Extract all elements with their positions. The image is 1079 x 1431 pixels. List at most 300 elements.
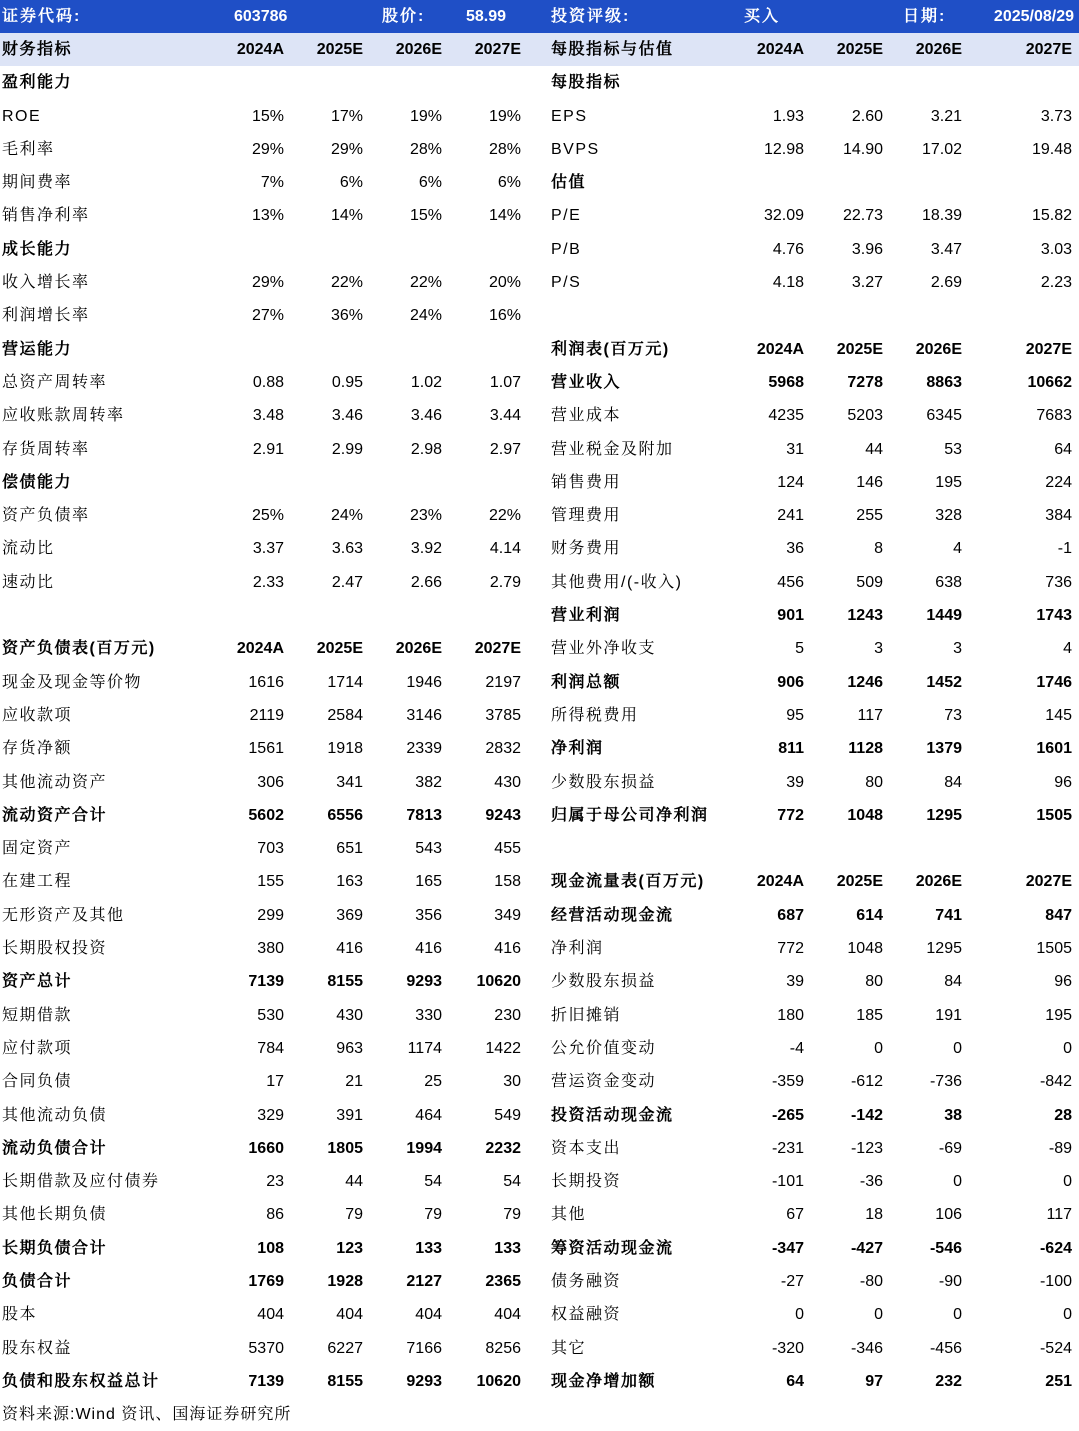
left-value-2024a: 108: [257, 1239, 284, 1257]
right-value-2026e: 328: [935, 507, 962, 525]
left-value-2026e: 1.02: [410, 373, 442, 391]
left-value-2024a: 1616: [248, 673, 284, 691]
left-label: ROE: [2, 107, 42, 125]
table-row: [0, 599, 1079, 632]
left-label: 资产负债表(百万元): [2, 640, 156, 658]
table-row: [0, 532, 1079, 565]
right-value-2024a: 772: [777, 806, 804, 824]
right-value-2027e: -842: [1039, 1073, 1072, 1091]
table-row: [0, 1298, 1079, 1331]
right-value-2026e: 191: [935, 1006, 962, 1024]
right-value-2024a: 64: [786, 1372, 804, 1390]
left-value-2026e: 1174: [407, 1039, 442, 1057]
right-value-2025e: 509: [856, 573, 883, 591]
table-row: [0, 1198, 1079, 1231]
left-value-2025e: 2025E: [316, 640, 363, 658]
left-label: 其他长期负债: [2, 1206, 108, 1224]
right-label: 销售费用: [551, 473, 622, 491]
report-date-value: 2025/08/29: [993, 8, 1074, 25]
table-row: [0, 566, 1079, 599]
right-value-2024a: 772: [777, 940, 804, 958]
right-value-2024a: 2024A: [756, 41, 804, 58]
left-value-2024a: 2024A: [236, 640, 284, 658]
right-value-2024a: 687: [777, 906, 804, 924]
left-label: 流动负债合计: [2, 1139, 108, 1157]
right-label: BVPS: [551, 140, 600, 158]
right-label: 筹资活动现金流: [551, 1239, 674, 1257]
data-source-note: 资料来源:Wind 资讯、国海证券研究所: [2, 1406, 292, 1423]
left-value-2027e: 1422: [485, 1039, 521, 1057]
right-label: 其它: [551, 1339, 587, 1357]
left-value-2025e: 79: [345, 1206, 363, 1224]
right-label: 营业收入: [551, 373, 622, 391]
right-value-2024a: 31: [786, 440, 804, 458]
left-label: 财务指标: [2, 41, 73, 58]
left-value-2025e: 3.63: [331, 540, 363, 558]
right-value-2025e: 5203: [847, 407, 883, 425]
right-value-2025e: 185: [856, 1006, 883, 1024]
table-row: [0, 499, 1079, 532]
table-row: [0, 899, 1079, 932]
right-value-2026e: 73: [944, 706, 962, 724]
left-value-2025e: 651: [336, 840, 363, 858]
left-label: 其他流动负债: [2, 1106, 108, 1124]
right-label: P/E: [551, 207, 582, 225]
left-value-2027e: 14%: [488, 207, 521, 225]
left-label: 负债和股东权益总计: [2, 1372, 160, 1390]
right-value-2024a: 2024A: [756, 340, 804, 358]
left-value-2026e: 23%: [409, 507, 442, 525]
left-value-2025e: 8155: [327, 973, 363, 991]
left-value-2025e: 44: [345, 1173, 363, 1191]
table-row: [0, 632, 1079, 665]
right-value-2026e: 17.02: [921, 140, 962, 158]
right-value-2025e: 117: [857, 706, 883, 724]
left-value-2027e: 455: [494, 840, 521, 858]
left-value-2025e: 8155: [327, 1372, 363, 1390]
left-value-2024a: 306: [257, 773, 284, 791]
left-label: 应收款项: [2, 706, 73, 724]
right-label: 经营活动现金流: [551, 906, 674, 924]
right-value-2026e: 1295: [926, 806, 962, 824]
right-value-2026e: 53: [944, 440, 962, 458]
left-label: 营运能力: [2, 340, 73, 358]
table-row: [0, 1065, 1079, 1098]
left-value-2024a: 329: [257, 1106, 284, 1124]
left-label: 无形资产及其他: [2, 906, 125, 924]
right-value-2025e: 1243: [847, 607, 883, 625]
right-value-2025e: 2025E: [836, 41, 883, 58]
right-value-2027e: 2027E: [1025, 340, 1072, 358]
left-value-2027e: 19%: [488, 107, 521, 125]
left-label: 毛利率: [2, 140, 55, 158]
left-value-2025e: 2.99: [331, 440, 363, 458]
right-label: 利润总额: [551, 673, 622, 691]
right-value-2025e: 3.27: [851, 274, 883, 292]
right-value-2025e: 7278: [847, 373, 883, 391]
table-row: [0, 66, 1079, 99]
right-value-2027e: 10662: [1027, 373, 1072, 391]
table-row: [0, 199, 1079, 232]
right-value-2026e: 18.39: [921, 207, 962, 225]
right-value-2027e: 7683: [1036, 407, 1072, 425]
right-value-2027e: 2.23: [1040, 274, 1072, 292]
right-value-2025e: 44: [865, 440, 883, 458]
left-value-2027e: 6%: [497, 174, 521, 192]
left-value-2026e: 382: [415, 773, 442, 791]
left-value-2027e: 416: [494, 940, 521, 958]
right-value-2026e: 1449: [926, 607, 962, 625]
right-value-2027e: 3.73: [1040, 107, 1072, 125]
left-value-2025e: 21: [345, 1073, 363, 1091]
right-value-2026e: 3: [953, 640, 962, 658]
right-label: 投资活动现金流: [551, 1106, 674, 1124]
share-price-label: 股价:: [382, 8, 426, 25]
right-value-2025e: 97: [865, 1372, 883, 1390]
right-label: 少数股东损益: [551, 773, 657, 791]
table-row: [0, 33, 1079, 66]
table-row: [0, 1232, 1079, 1265]
left-value-2027e: 2.97: [489, 440, 521, 458]
right-label: 净利润: [551, 940, 604, 958]
left-label: 资产负债率: [2, 507, 90, 525]
right-value-2027e: 2027E: [1025, 873, 1072, 891]
left-value-2024a: 530: [257, 1006, 284, 1024]
right-value-2026e: 6345: [926, 407, 962, 425]
left-label: 现金及现金等价物: [2, 673, 143, 691]
left-label: 资产总计: [2, 973, 73, 991]
right-label: EPS: [551, 107, 588, 125]
left-value-2027e: 230: [494, 1006, 521, 1024]
left-value-2025e: 2.47: [331, 573, 363, 591]
left-value-2025e: 416: [336, 940, 363, 958]
right-value-2026e: 3.21: [930, 107, 962, 125]
right-value-2026e: 1379: [926, 740, 962, 758]
left-value-2024a: 25%: [251, 507, 284, 525]
right-value-2027e: -89: [1048, 1139, 1072, 1157]
left-value-2025e: 22%: [330, 274, 363, 292]
left-value-2024a: 3.48: [252, 407, 284, 425]
right-label: 营业税金及附加: [551, 440, 674, 458]
left-value-2024a: 15%: [251, 107, 284, 125]
left-label: 长期负债合计: [2, 1239, 108, 1257]
left-value-2024a: 7%: [260, 174, 284, 192]
right-value-2025e: 1048: [847, 806, 883, 824]
right-value-2024a: 901: [777, 607, 804, 625]
right-value-2024a: -231: [771, 1139, 804, 1157]
right-value-2025e: 146: [856, 473, 883, 491]
left-label: 负债合计: [2, 1272, 73, 1290]
left-value-2027e: 22%: [488, 507, 521, 525]
right-label: 折旧摊销: [551, 1006, 622, 1024]
left-value-2026e: 28%: [409, 140, 442, 158]
table-row: [0, 1265, 1079, 1298]
right-label: 所得税费用: [551, 706, 639, 724]
right-value-2026e: 1295: [926, 940, 962, 958]
right-value-2024a: 4235: [768, 407, 804, 425]
left-value-2027e: 10620: [476, 973, 521, 991]
right-label: 营业外净收支: [551, 640, 657, 658]
left-value-2026e: 2.98: [410, 440, 442, 458]
left-value-2025e: 0.95: [331, 373, 363, 391]
right-value-2026e: -736: [929, 1073, 962, 1091]
left-value-2026e: 3.46: [410, 407, 442, 425]
left-value-2027e: 79: [503, 1206, 521, 1224]
right-value-2025e: -80: [859, 1272, 883, 1290]
right-value-2025e: 14.90: [842, 140, 883, 158]
left-value-2027e: 16%: [488, 307, 521, 325]
left-label: 偿债能力: [2, 473, 73, 491]
left-value-2024a: 17: [266, 1073, 284, 1091]
left-value-2027e: 28%: [488, 140, 521, 158]
table-row: [0, 233, 1079, 266]
right-value-2025e: 1048: [847, 940, 883, 958]
right-value-2024a: 906: [777, 673, 804, 691]
right-value-2027e: 847: [1045, 906, 1072, 924]
table-row: [0, 366, 1079, 399]
left-value-2025e: 123: [336, 1239, 363, 1257]
right-value-2026e: -456: [929, 1339, 962, 1357]
table-row: [0, 666, 1079, 699]
left-value-2024a: 1660: [248, 1139, 284, 1157]
right-label: 其他: [551, 1206, 587, 1224]
left-label: 股东权益: [2, 1339, 73, 1357]
right-value-2027e: 3.03: [1040, 240, 1072, 258]
left-value-2026e: 15%: [409, 207, 442, 225]
left-value-2024a: 703: [257, 840, 284, 858]
left-value-2026e: 2.66: [410, 573, 442, 591]
right-value-2025e: 8: [874, 540, 883, 558]
right-value-2024a: -347: [771, 1239, 804, 1257]
right-label: 营运资金变动: [551, 1073, 657, 1091]
right-value-2025e: 2025E: [836, 873, 883, 891]
table-row: [0, 799, 1079, 832]
right-value-2026e: 2026E: [915, 340, 962, 358]
right-value-2027e: 1743: [1036, 607, 1072, 625]
left-value-2024a: 2024A: [236, 41, 284, 58]
left-value-2025e: 1805: [327, 1139, 363, 1157]
right-value-2024a: 12.98: [763, 140, 804, 158]
right-label: 长期投资: [551, 1173, 622, 1191]
table-row: [0, 266, 1079, 299]
table-row: [0, 832, 1079, 865]
left-value-2027e: 2197: [485, 673, 521, 691]
left-label: 在建工程: [2, 873, 73, 891]
financial-summary-table: [0, 33, 1079, 1398]
left-value-2024a: 404: [257, 1306, 284, 1324]
right-label: 其他费用/(-收入): [551, 573, 683, 591]
right-value-2027e: -1: [1057, 540, 1072, 558]
right-value-2027e: -100: [1039, 1272, 1072, 1290]
left-value-2024a: 2119: [249, 706, 284, 724]
left-value-2026e: 19%: [409, 107, 442, 125]
left-value-2025e: 29%: [330, 140, 363, 158]
right-value-2026e: 2.69: [930, 274, 962, 292]
table-row: [0, 133, 1079, 166]
right-value-2027e: 0: [1063, 1039, 1072, 1057]
right-label: 估值: [551, 174, 587, 192]
right-value-2024a: 39: [786, 973, 804, 991]
investment-rating-label: 投资评级:: [551, 8, 631, 25]
right-value-2024a: -4: [789, 1039, 804, 1057]
left-value-2027e: 3785: [485, 706, 521, 724]
left-value-2025e: 2025E: [316, 41, 363, 58]
left-label: 长期股权投资: [2, 940, 108, 958]
right-value-2025e: -142: [850, 1106, 883, 1124]
right-label: 少数股东损益: [551, 973, 657, 991]
right-value-2024a: 180: [777, 1006, 804, 1024]
right-value-2024a: 2024A: [756, 873, 804, 891]
right-label: 现金净增加额: [551, 1372, 657, 1390]
left-value-2027e: 1.07: [489, 373, 521, 391]
left-value-2027e: 9243: [485, 806, 521, 824]
right-label: 资本支出: [551, 1139, 622, 1157]
right-value-2027e: 4: [1063, 640, 1072, 658]
table-row: [0, 1332, 1079, 1365]
right-value-2027e: 251: [1045, 1372, 1072, 1390]
left-value-2026e: 543: [415, 840, 442, 858]
left-label: 固定资产: [2, 840, 73, 858]
summary-header-bar: [0, 0, 1079, 33]
left-value-2026e: 2026E: [395, 41, 442, 58]
right-value-2024a: 4.18: [772, 274, 804, 292]
left-label: 应收账款周转率: [2, 407, 125, 425]
right-value-2024a: 5: [795, 640, 804, 658]
right-value-2027e: 2027E: [1025, 41, 1072, 58]
left-value-2024a: 0.88: [252, 373, 284, 391]
right-value-2025e: 1128: [848, 740, 883, 758]
left-value-2024a: 23: [266, 1173, 284, 1191]
left-label: 期间费率: [2, 174, 73, 192]
left-value-2026e: 133: [415, 1239, 442, 1257]
left-value-2024a: 380: [257, 940, 284, 958]
right-value-2025e: 80: [865, 973, 883, 991]
left-value-2026e: 3.92: [410, 540, 442, 558]
right-value-2024a: 1.93: [772, 107, 804, 125]
left-value-2025e: 1918: [327, 740, 363, 758]
left-value-2026e: 7813: [406, 806, 442, 824]
table-row: [0, 1165, 1079, 1198]
left-value-2026e: 330: [415, 1006, 442, 1024]
table-row: [0, 865, 1079, 898]
left-label: 收入增长率: [2, 274, 90, 292]
right-value-2025e: 614: [856, 906, 883, 924]
left-value-2026e: 2127: [406, 1272, 442, 1290]
left-label: 盈利能力: [2, 74, 73, 92]
right-value-2024a: 124: [777, 473, 804, 491]
left-label: 流动资产合计: [2, 806, 108, 824]
left-value-2026e: 416: [415, 940, 442, 958]
left-value-2027e: 2232: [485, 1139, 521, 1157]
left-value-2025e: 1714: [327, 673, 363, 691]
right-label: 现金流量表(百万元): [551, 873, 705, 891]
right-label: 每股指标: [551, 74, 622, 92]
left-value-2025e: 1928: [327, 1272, 363, 1290]
table-row: [0, 699, 1079, 732]
left-value-2026e: 9293: [406, 973, 442, 991]
right-value-2025e: -123: [850, 1139, 883, 1157]
left-value-2024a: 1561: [248, 740, 284, 758]
left-value-2026e: 9293: [406, 1372, 442, 1390]
left-value-2027e: 404: [494, 1306, 521, 1324]
left-value-2027e: 4.14: [489, 540, 521, 558]
left-value-2024a: 5602: [248, 806, 284, 824]
left-value-2026e: 24%: [409, 307, 442, 325]
right-label: 利润表(百万元): [551, 340, 670, 358]
left-value-2025e: 963: [336, 1039, 363, 1057]
right-value-2026e: 0: [953, 1173, 962, 1191]
right-label: 公允价值变动: [551, 1039, 657, 1057]
right-value-2027e: 96: [1054, 773, 1072, 791]
right-value-2027e: 736: [1045, 573, 1072, 591]
left-value-2027e: 54: [503, 1173, 521, 1191]
left-value-2027e: 20%: [488, 274, 521, 292]
right-value-2026e: -90: [938, 1272, 962, 1290]
left-value-2024a: 299: [257, 906, 284, 924]
right-value-2026e: -69: [938, 1139, 962, 1157]
left-value-2026e: 2026E: [395, 640, 442, 658]
left-value-2024a: 155: [257, 873, 284, 891]
right-value-2027e: 1505: [1036, 806, 1072, 824]
right-value-2027e: 145: [1045, 706, 1072, 724]
right-label: P/S: [551, 274, 582, 292]
right-value-2027e: 224: [1045, 473, 1072, 491]
table-row: [0, 333, 1079, 366]
table-row: [0, 999, 1079, 1032]
stock-code-label: 证券代码:: [2, 8, 82, 25]
right-value-2025e: 3.96: [851, 240, 883, 258]
right-value-2027e: 19.48: [1031, 140, 1072, 158]
right-value-2027e: 384: [1045, 507, 1072, 525]
right-value-2027e: 96: [1054, 973, 1072, 991]
right-value-2025e: 80: [865, 773, 883, 791]
table-row: [0, 766, 1079, 799]
right-value-2026e: 195: [935, 473, 962, 491]
investment-rating-value: 买入: [744, 8, 781, 25]
left-value-2024a: 784: [257, 1039, 284, 1057]
left-value-2024a: 2.91: [252, 440, 284, 458]
left-value-2027e: 8256: [485, 1339, 521, 1357]
right-value-2026e: 84: [944, 973, 962, 991]
right-value-2027e: 195: [1045, 1006, 1072, 1024]
left-label: 应付款项: [2, 1039, 73, 1057]
right-value-2024a: 32.09: [763, 207, 804, 225]
right-value-2025e: -346: [850, 1339, 883, 1357]
left-value-2024a: 86: [266, 1206, 284, 1224]
left-value-2024a: 2.33: [252, 573, 284, 591]
right-value-2024a: 241: [777, 507, 804, 525]
left-value-2025e: 391: [336, 1106, 363, 1124]
right-value-2027e: -624: [1039, 1239, 1072, 1257]
left-value-2025e: 6227: [327, 1339, 363, 1357]
right-value-2027e: 28: [1054, 1106, 1072, 1124]
left-value-2027e: 349: [494, 906, 521, 924]
left-value-2026e: 79: [424, 1206, 442, 1224]
right-value-2024a: -320: [771, 1339, 804, 1357]
right-value-2025e: 22.73: [842, 207, 883, 225]
left-label: 股本: [2, 1306, 38, 1324]
right-value-2025e: 3: [874, 640, 883, 658]
report-date-label: 日期:: [903, 8, 947, 25]
left-label: 其他流动资产: [2, 773, 108, 791]
left-value-2027e: 2027E: [474, 41, 521, 58]
right-value-2024a: -101: [771, 1173, 804, 1191]
left-value-2027e: 2.79: [489, 573, 521, 591]
right-value-2025e: 255: [856, 507, 883, 525]
left-value-2026e: 1946: [406, 673, 442, 691]
table-row: [0, 965, 1079, 998]
table-row: [0, 1032, 1079, 1065]
